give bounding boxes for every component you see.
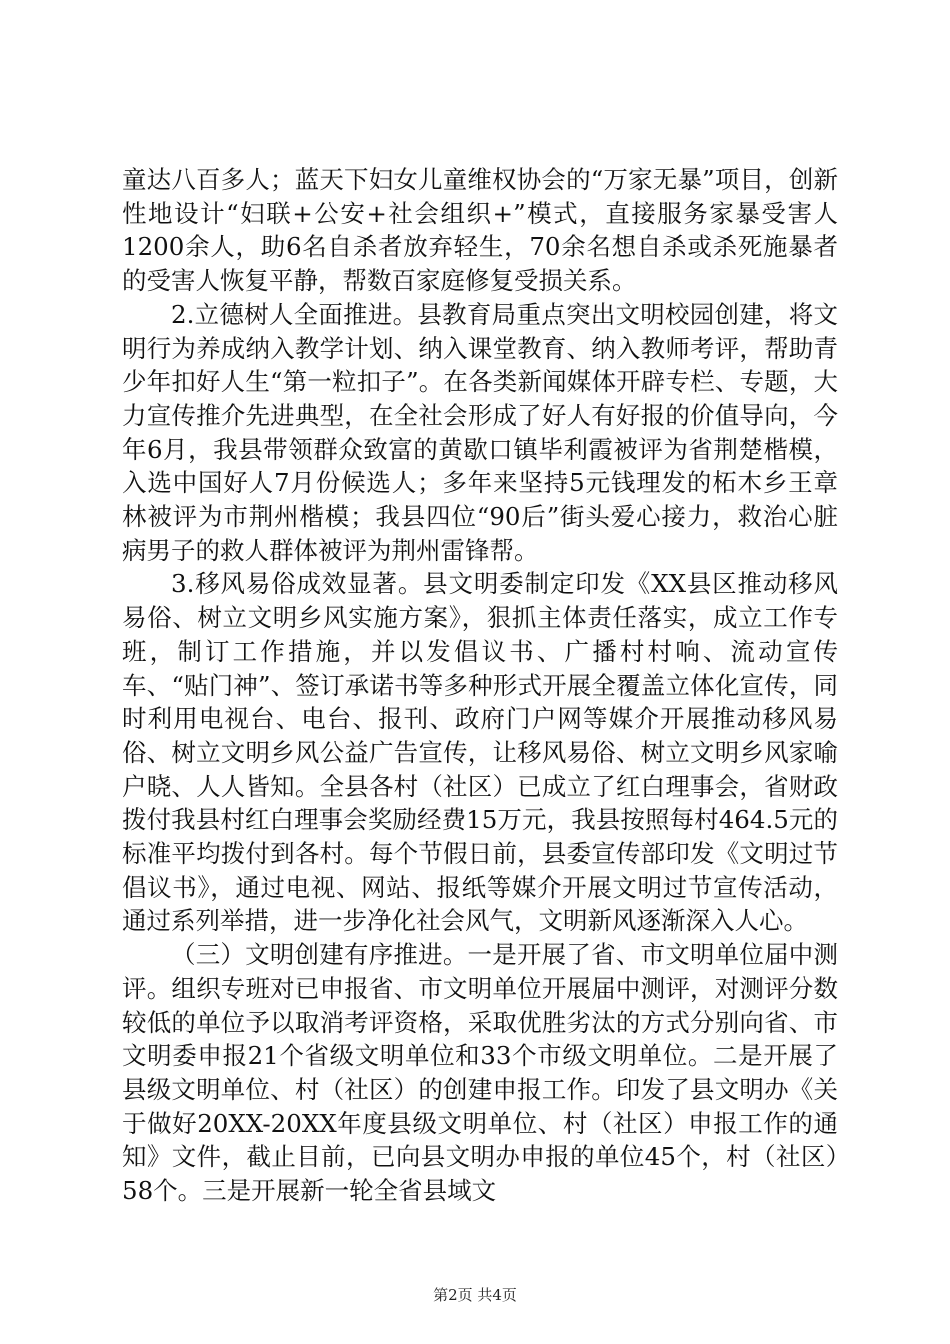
paragraph-continued: 童达八百多人；蓝天下妇女儿童维权协会的“万家无暴”项目，创新性地设计“妇联+公安+社会组织+”模式，直接服务家暴受害人1200余人，助6名自杀者放弃轻生，70余名想自杀或杀死施暴者的受害人恢复平静，帮数百家庭修复受损关系。 (122, 165, 838, 296)
document-body (122, 163, 838, 1208)
paragraph-moral-education: 2.立德树人全面推进。县教育局重点突出文明校园创建，将文明行为养成纳入教学计划、纳入课堂教育、纳入教师考评，帮助青少年扣好人生“第一粒扣子”。在各类新闻媒体开辟专栏、专题，大力宣传推介先进典型，在全社会形成了好人有好报的价值导向，今年6月，我县带领群众致富的黄歇口镇毕利霞被评为省荆楚楷模，入选中国好人7月份候选人；多年来坚持5元钱理发的柘木乡王章林被评为市荆州楷模；我县四位“90后”街头爱心接力，救治心脏病男子的救人群体被评为荆州雷锋帮。 (122, 299, 838, 565)
paragraph-civilization-building: （三）文明创建有序推进。一是开展了省、市文明单位届中测评。组织专班对已申报省、市文明单位开展届中测评，对测评分数较低的单位予以取消考评资格，采取优胜劣汰的方式分别向省、市文明委申报21个省级文明单位和33个市级文明单位。二是开展了县级文明单位、村（社区）的创建申报工作。印发了县文明办《关于做好20XX-20XX年度县级文明单位、村（社区）申报工作的通知》文件，截止目前，已向县文明办申报的单位45个，村（社区）58个。三是开展新一轮全省县域文 (122, 940, 838, 1206)
page-footer: 第2页 共4页 (433, 1286, 517, 1304)
paragraph-customs-reform: 3.移风易俗成效显著。县文明委制定印发《XX县区推动移风易俗、树立文明乡风实施方案》，狠抓主体责任落实，成立工作专班，制订工作措施，并以发倡议书、广播村村响、流动宣传车、“贴门神”、签订承诺书等多种形式开展全覆盖立体化宣传，同时利用电视台、电台、报刊、政府门户网等媒介开展推动移风易俗、树立文明乡风公益广告宣传，让移风易俗、树立文明乡风家喻户晓、人人皆知。全县各村（社区）已成立了红白理事会，省财政拨付我县村红白理事会奖励经费15万元，我县按照每村464.5元的标准平均拨付到各村。每个节假日前，县委宣传部印发《文明过节倡议书》，通过电视、网站、报纸等媒介开展文明过节宣传活动，通过系列举措，进一步净化社会风气，文明新风逐渐深入人心。 (122, 569, 838, 936)
